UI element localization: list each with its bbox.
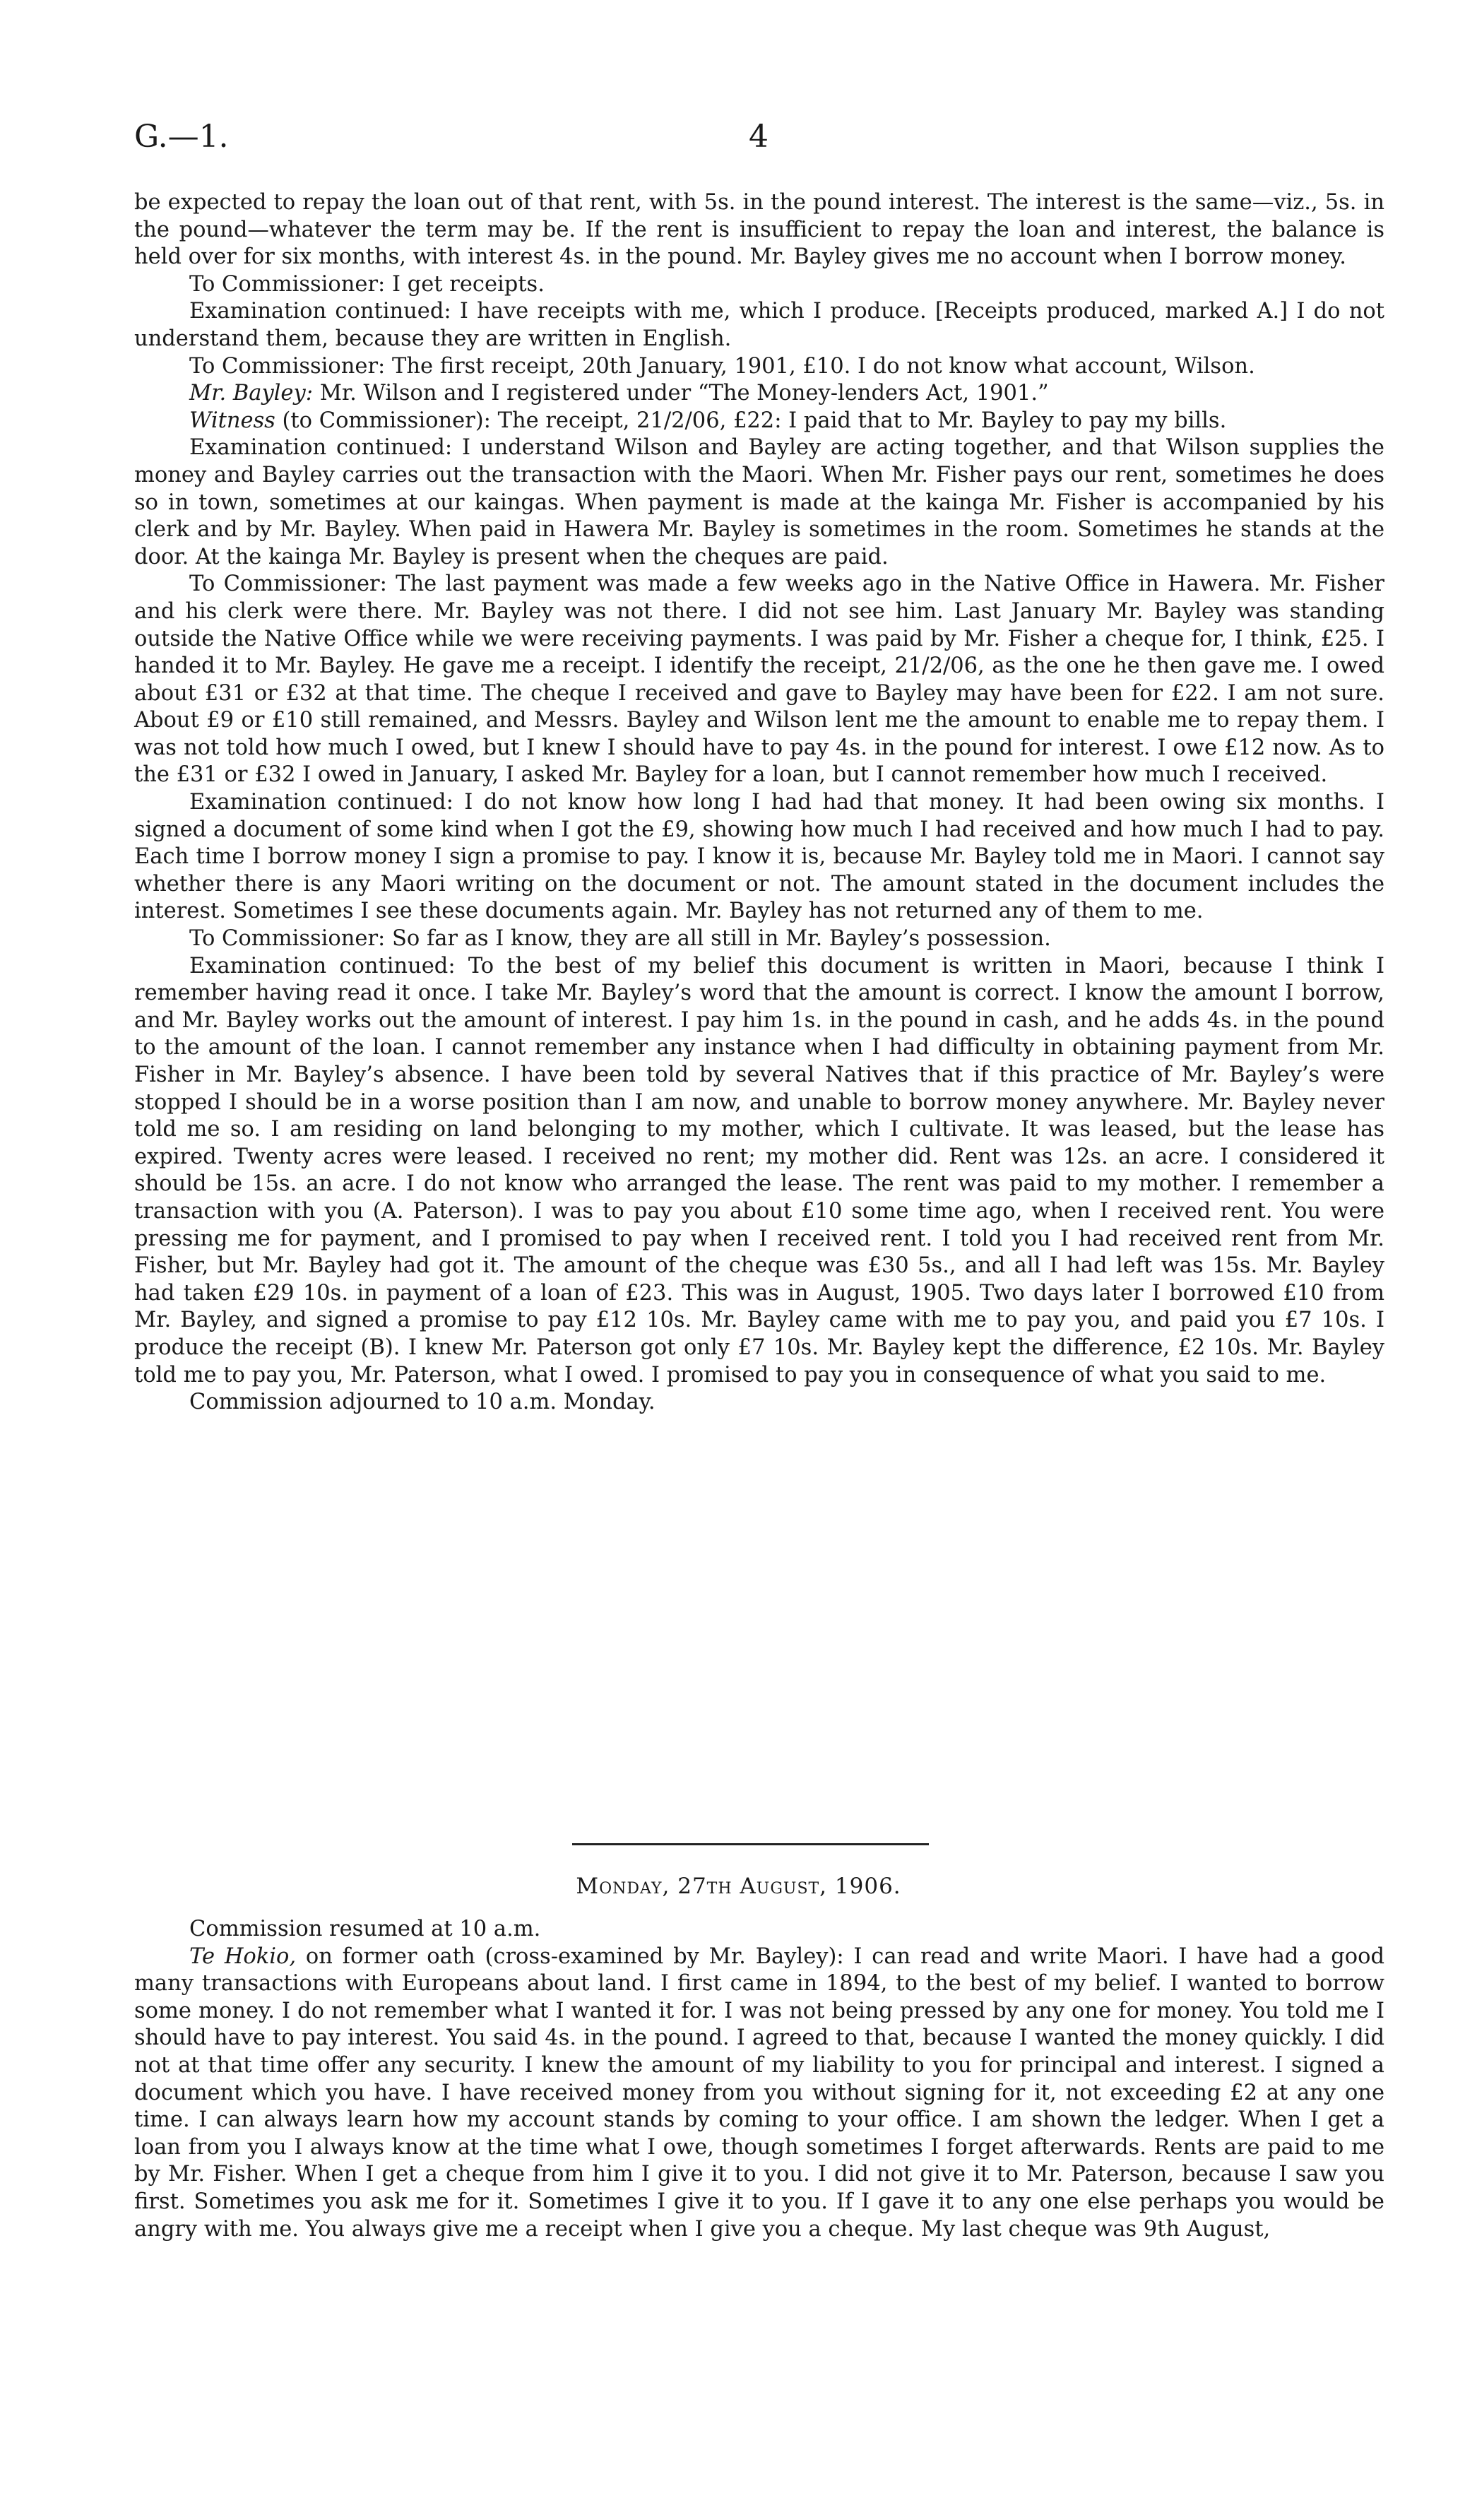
- paragraph: [134, 1944, 1384, 2244]
- paragraph-text: Examination continued: I have receipts with me, which I produce. [Receipts produced, marked A.] I do not understand them, because they are written in English.: [134, 299, 1384, 351]
- paragraph-text: To Commissioner: The first receipt, 20th January, 1901, £10. I do not know what account, Wilson.: [189, 353, 1255, 379]
- paragraph-text: be expected to repay the loan out of that rent, with 5s. in the pound interest. The interest is the same—viz., 5s. in the pound—whatever the term may be. If the rent is insufficient to repay the loan and interest, the balance is held over for six months, with interest 4s. in the pound. Mr. Bayley gives me no account when I borrow money.: [134, 190, 1384, 270]
- testimony-section-2: [134, 1916, 1384, 2243]
- paragraph-text: Examination continued: I understand Wilson and Bayley are acting together, and that Wilson supplies the money and Bayley carries out the transaction with the Maori. When Mr. Fisher pays our rent, sometimes he does so in town, sometimes at our kaingas. When payment is made at the kainga Mr. Fisher is accompanied by his clerk and by Mr. Bayley. When paid in Hawera Mr. Bayley is sometimes in the room. Sometimes he stands at the door. At the kainga Mr. Bayley is present when the cheques are paid.: [134, 435, 1384, 569]
- paragraph-text: Commission resumed at 10 a.m.: [189, 1917, 541, 1941]
- paragraph: [134, 434, 1384, 571]
- paragraph-text: Examination continued: I do not know how long I had had that money. It had been owing six months. I signed a document of some kind when I got the £9, showing how much I had received and how much I had to pay. Each time I borrow money I sign a promise to pay. I know it is, because Mr. Bayley told me in Maori. I cannot say whether there is any Maori writing on the document or not. The amount stated in the document includes the interest. Sometimes I see these documents again. Mr. Bayley has not returned any of them to me.: [134, 790, 1384, 924]
- paragraph: [134, 789, 1384, 925]
- paragraph: [134, 189, 1384, 271]
- paragraph: [134, 353, 1384, 381]
- page-header: [134, 119, 1384, 168]
- paragraph: [134, 953, 1384, 1390]
- document-code: G.—1.: [134, 119, 229, 155]
- paragraph: [134, 408, 1384, 435]
- paragraph-text: Commission adjourned to 10 a.m. Monday.: [189, 1390, 656, 1415]
- italic-speaker: Te Hokio,: [189, 1944, 297, 1969]
- paragraph-text: To Commissioner: So far as I know, they are all still in Mr. Bayley’s possession.: [189, 926, 1051, 952]
- paragraph: [134, 925, 1384, 953]
- paragraph: [134, 1916, 1384, 1944]
- paragraph-text: Examination continued: To the best of my belief this document is written in Maori, because I think I remember having read it once. I take Mr. Bayley’s word that the amount is correct. I know the amount I borrow, and Mr. Bayley works out the amount of interest. I pay him 1s. in the pound in cash, and he adds 4s. in the pound to the amount of the loan. I cannot remember any instance when I had difficulty in obtaining payment from Mr. Fisher in Mr. Bayley’s absence. I have been told by several Natives that if this practice of Mr. Bayley’s were stopped I should be in a worse position than I am now, and unable to borrow money anywhere. Mr. Bayley never told me so. I am residing on land belonging to my mother, which I cultivate. It was leased, but the lease has expired. Twenty acres were leased. I received no rent; my mother did. Rent was 12s. an acre. I considered it should be 15s. an acre. I do not know who arranged the lease. The rent was paid to my mother. I remember a transaction with you (A. Paterson). I was to pay you about £10 some time ago, when I received rent. You were pressing me for payment, and I promised to pay when I received rent. I told you I had received rent from Mr. Fisher, but Mr. Bayley had got it. The amount of the cheque was £30 5s., and all I had left was 15s. Mr. Bayley had taken £29 10s. in payment of a loan of £23. This was in August, 1905. Two days later I borrowed £10 from Mr. Bayley, and signed a promise to pay £12 10s. Mr. Bayley came with me to pay you, and paid you £7 10s. I produce the receipt (B). I knew Mr. Paterson got only £7 10s. Mr. Bayley kept the difference, £2 10s. Mr. Bayley told me to pay you, Mr. Paterson, what I owed. I promised to pay you in consequence of what you said to me.: [134, 953, 1384, 1388]
- date-heading: Monday, 27th August, 1906.: [576, 1874, 901, 1899]
- paragraph: [134, 380, 1384, 408]
- paragraph-text: To Commissioner: I get receipts.: [189, 271, 545, 297]
- paragraph: [134, 1389, 1384, 1416]
- paragraph-text: (to Commissioner): The receipt, 21/2/06, £22: I paid that to Mr. Bayley to pay my bills.: [275, 408, 1227, 433]
- italic-speaker: Mr. Bayley:: [189, 381, 313, 406]
- paragraph: [134, 271, 1384, 299]
- paragraph-text: on former oath (cross-examined by Mr. Bayley): I can read and write Maori. I have had a good many transactions with Europeans about land. I first came in 1894, to the best of my belief. I wanted to borrow some money. I do not remember what I wanted it for. I was not being pressed by any one for money. You told me I should have to pay interest. You said 4s. in the pound. I agreed to that, because I wanted the money quickly. I did not at that time offer any security. I knew the amount of my liability to you for principal and interest. I signed a document which you have. I have received money from you without signing for it, not exceeding £2 at any one time. I can always learn how my account stands by coming to your office. I am shown the ledger. When I get a loan from you I always know at the time what I owe, though sometimes I forget afterwards. Rents are paid to me by Mr. Fisher. When I get a cheque from him I give it to you. I did not give it to Mr. Paterson, because I saw you first. Sometimes you ask me for it. Sometimes I give it to you. If I gave it to any one else perhaps you would be angry with me. You always give me a receipt when I give you a cheque. My last cheque was 9th August,: [134, 1944, 1384, 2242]
- testimony-section-1: [134, 189, 1384, 1416]
- italic-speaker: Witness: [189, 408, 275, 433]
- paragraph: [134, 298, 1384, 353]
- paragraph-text: Mr. Wilson and I registered under “The Money-lenders Act, 1901.”: [313, 381, 1049, 406]
- paragraph: [134, 571, 1384, 789]
- section-divider: [572, 1843, 929, 1845]
- paragraph-text: To Commissioner: The last payment was made a few weeks ago in the Native Office in Hawera. Mr. Fisher and his clerk were there. Mr. Bayley was not there. I did not see him. Last January Mr. Bayley was standing outside the Native Office while we were receiving payments. I was paid by Mr. Fisher a cheque for, I think, £25. I handed it to Mr. Bayley. He gave me a receipt. I identify the receipt, 21/2/06, as the one he then gave me. I owed about £31 or £32 at that time. The cheque I received and gave to Bayley may have been for £22. I am not sure. About £9 or £10 still remained, and Messrs. Bayley and Wilson lent me the amount to enable me to repay them. I was not told how much I owed, but I knew I should have to pay 4s. in the pound for interest. I owe £12 now. As to the £31 or £32 I owed in January, I asked Mr. Bayley for a loan, but I cannot remember how much I received.: [134, 572, 1384, 788]
- page-number: 4: [749, 119, 769, 155]
